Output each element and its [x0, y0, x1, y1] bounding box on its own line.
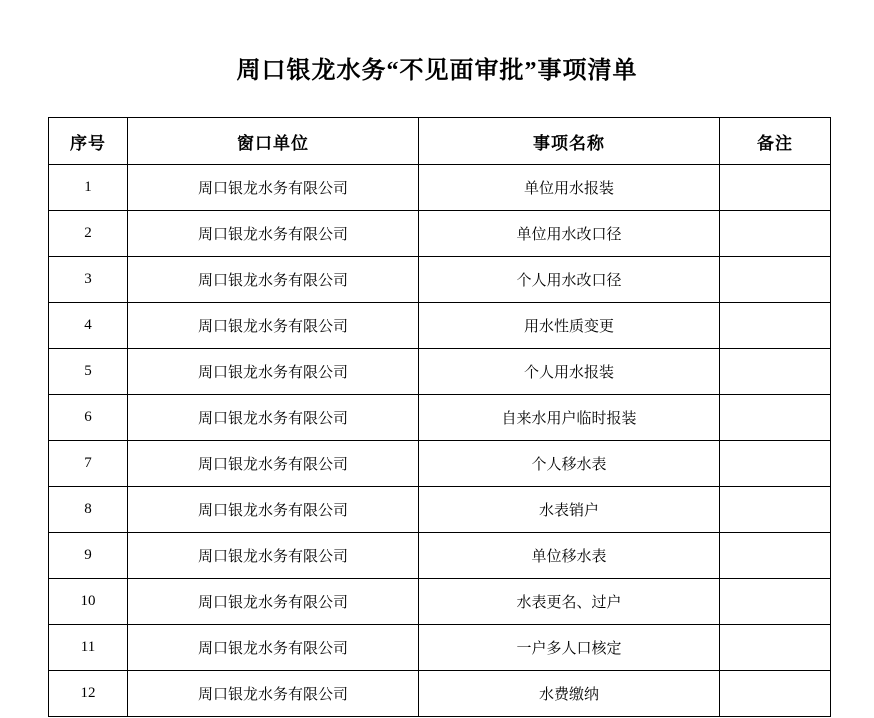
cell-unit: 周口银龙水务有限公司	[128, 579, 419, 625]
table-row	[49, 441, 831, 487]
cell-no: 2	[49, 211, 128, 257]
cell-remark	[720, 257, 831, 303]
approval-items-table	[48, 117, 831, 717]
cell-no: 11	[49, 625, 128, 671]
table-row	[49, 671, 831, 717]
cell-remark	[720, 211, 831, 257]
cell-item: 水费缴纳	[419, 671, 720, 717]
page-title: 周口银龙水务“不见面审批”事项清单	[236, 58, 638, 84]
listing-table-container	[48, 117, 826, 717]
cell-remark	[720, 441, 831, 487]
column-header-remark: 备注	[720, 118, 831, 165]
cell-item: 个人移水表	[419, 441, 720, 487]
cell-unit: 周口银龙水务有限公司	[128, 395, 419, 441]
cell-no: 10	[49, 579, 128, 625]
cell-unit: 周口银龙水务有限公司	[128, 257, 419, 303]
cell-remark	[720, 395, 831, 441]
cell-item: 个人用水改口径	[419, 257, 720, 303]
column-header-no: 序号	[49, 118, 128, 165]
cell-remark	[720, 349, 831, 395]
table-row	[49, 579, 831, 625]
cell-no: 8	[49, 487, 128, 533]
cell-unit: 周口银龙水务有限公司	[128, 533, 419, 579]
cell-no: 6	[49, 395, 128, 441]
cell-item: 水表更名、过户	[419, 579, 720, 625]
cell-no: 9	[49, 533, 128, 579]
cell-no: 7	[49, 441, 128, 487]
table-row	[49, 625, 831, 671]
table-row	[49, 349, 831, 395]
table-row	[49, 165, 831, 211]
table-body	[49, 165, 831, 717]
cell-remark	[720, 671, 831, 717]
cell-unit: 周口银龙水务有限公司	[128, 349, 419, 395]
cell-remark	[720, 487, 831, 533]
cell-item: 个人用水报装	[419, 349, 720, 395]
cell-unit: 周口银龙水务有限公司	[128, 303, 419, 349]
table-header-row	[49, 118, 831, 165]
cell-unit: 周口银龙水务有限公司	[128, 671, 419, 717]
table-row	[49, 303, 831, 349]
cell-remark	[720, 303, 831, 349]
cell-no: 3	[49, 257, 128, 303]
cell-remark	[720, 625, 831, 671]
cell-no: 1	[49, 165, 128, 211]
table-row	[49, 533, 831, 579]
cell-unit: 周口银龙水务有限公司	[128, 625, 419, 671]
cell-item: 用水性质变更	[419, 303, 720, 349]
cell-item: 自来水用户临时报装	[419, 395, 720, 441]
cell-remark	[720, 165, 831, 211]
cell-remark	[720, 533, 831, 579]
table-row	[49, 487, 831, 533]
cell-unit: 周口银龙水务有限公司	[128, 165, 419, 211]
column-header-unit: 窗口单位	[128, 118, 419, 165]
table-header	[49, 118, 831, 165]
table-row	[49, 211, 831, 257]
cell-no: 5	[49, 349, 128, 395]
cell-no: 12	[49, 671, 128, 717]
cell-item: 一户多人口核定	[419, 625, 720, 671]
cell-item: 单位移水表	[419, 533, 720, 579]
cell-item: 单位用水改口径	[419, 211, 720, 257]
column-header-item: 事项名称	[419, 118, 720, 165]
cell-unit: 周口银龙水务有限公司	[128, 211, 419, 257]
cell-item: 单位用水报装	[419, 165, 720, 211]
cell-remark	[720, 579, 831, 625]
cell-no: 4	[49, 303, 128, 349]
cell-item: 水表销户	[419, 487, 720, 533]
cell-unit: 周口银龙水务有限公司	[128, 487, 419, 533]
table-row	[49, 395, 831, 441]
cell-unit: 周口银龙水务有限公司	[128, 441, 419, 487]
table-row	[49, 257, 831, 303]
